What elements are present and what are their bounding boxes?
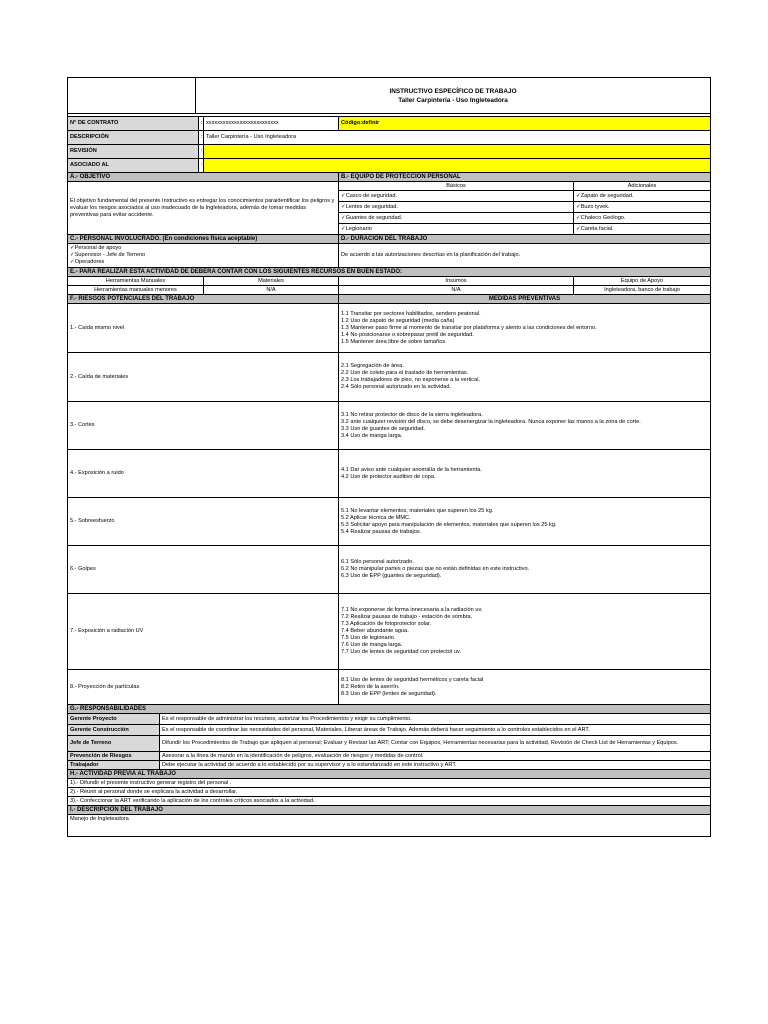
subtitle-text: Taller Carpintería - Uso Ingleteadora (398, 96, 508, 104)
measure-line: 7.2 Realizar pausas de trabajo - estación de sombra. (341, 614, 473, 620)
colon: : (199, 131, 204, 145)
title-text: INSTRUCTIVO ESPECÍFICO DE TRABAJO (389, 87, 517, 95)
risk-name: 8.- Proyección de partículas (68, 670, 339, 705)
code-field: Código:definir (339, 117, 711, 131)
measure-line: 1.3 Mantener paso firme al momento de transitar por plataforma y atento a las condiciones del entorno. (341, 324, 597, 331)
section-c-title: C.- PERSONAL INVOLUCRADO. (En condiciones física aceptable) (68, 235, 339, 244)
measure-line: 3.1 No retirar protector de disco de la sierra ingleteadora. (341, 411, 483, 418)
risk-measures (339, 304, 711, 353)
risk-name: 3.- Cortes (68, 402, 339, 450)
measure-line: 2.1 Segregación de área. (341, 363, 404, 369)
role-text: Es el responsable de coordinar las necesidades del personal, Materiales, Liberar áreas de Trabajo. Además deberá hacer seguimiento a lo controles establecidos en el ART. (160, 725, 711, 736)
measures-title: MEDIDAS PREVENTIVAS (339, 295, 711, 304)
measure-line: 3.2 ante cualquier revisión del disco, se debe desenergizar la ingleteadora. Nunca exponer las manos a la zona de corte. (341, 418, 641, 425)
risk-name: 6.- Golpes (68, 546, 339, 594)
duration-text: De acuerdo a las autorizaciones descritas en la planificación del trabajo. (339, 244, 711, 268)
measure-line: 7.4 Beber abundante agua. (341, 628, 409, 634)
section-f-title: F.- RIESGOS POTENCIALES DEL TRABAJO (68, 295, 339, 304)
risk-measures (339, 670, 711, 705)
role-label: Trabajador (68, 761, 160, 770)
previous-activity-item: 3).- Confeccionar la ART verificando la aplicación de los controles críticos asociados a la actividad. (68, 797, 711, 806)
section-g-title: G.- RESPONSABILIDADES (68, 705, 711, 714)
role-label: Prevención de Riesgos (68, 752, 160, 761)
ppe-additional-item: ✓ Careta facial. (574, 224, 711, 235)
personnel-item: ✓ Supervisor - Jefe de Terreno (70, 252, 336, 259)
measure-line: 2.2 Uso de coleto para el traslado de herramientas. (341, 370, 469, 376)
work-description: Manejo de Ingleteadora (68, 815, 711, 837)
document-title (196, 78, 711, 114)
ppe-basic-item: ✓ Casco de seguridad. (339, 191, 574, 202)
description-value: Taller Carpintería - Uso Ingleteadora (204, 131, 711, 145)
risk-name: 1.- Caída mismo nivel (68, 304, 339, 353)
measure-line: 6.3 Uso de EPP (guantes de seguridad). (341, 573, 442, 579)
risk-name: 4.- Exposición a ruido (68, 450, 339, 498)
risk-measures (339, 353, 711, 402)
section-h-title: H.- ACTIVIDAD PREVIA AL TRABAJO (68, 770, 711, 779)
measure-line: 1.1 Transitar por sectores habilitados, sendero peatonal. (341, 310, 481, 317)
measure-line: 4.1 Dar aviso ante cualquier anomalía de la herramienta. (341, 466, 482, 473)
document-sheet (67, 77, 710, 837)
contract-value: xxxxxxxxxxxxxxxxxxxxxxxxxx (204, 117, 339, 131)
previous-activity-item: 1).- Difundir el presente instructivo generar registro del personal . (68, 779, 711, 788)
risk-measures (339, 498, 711, 546)
personnel-item: ✓ Operadores (70, 259, 336, 266)
ppe-additional-item: ✓ Buzo tyvek. (574, 202, 711, 213)
ppe-basic-item: ✓ Lentes de seguridad. (339, 202, 574, 213)
ppe-additional-item: ✓ Zapato de seguridad. (574, 191, 711, 202)
measure-line: 7.5 Uso de legionario. (341, 635, 396, 641)
measure-line: 1.2 Uso de zapato de seguridad (media caña) (341, 317, 455, 324)
measure-line: 5.1 No levantar elementos, materiales que superen los 25 kg. (341, 507, 494, 514)
form-table (67, 77, 711, 837)
description-label: DESCRIPCIÓN (68, 131, 199, 145)
logo-box (68, 78, 196, 114)
measure-line: 7.3 Aplicación de fotoprotector solar. (341, 621, 432, 627)
resource-header: Herramientas Manuales (68, 277, 204, 286)
measure-line: 8.2 Retiro de la aserrín. (341, 683, 400, 690)
risk-name: 2.- Caída de materiales (68, 353, 339, 402)
role-label: Gerente Proyecto (68, 714, 160, 725)
measure-line: 2.4 Sólo personal autorizado en la actividad. (341, 384, 452, 390)
associated-value (204, 159, 711, 173)
measure-line: 7.7 Uso de lentes de seguridad con protectot uv. (341, 649, 461, 655)
measure-line: 5.2 Aplicar técnica de MMC. (341, 514, 411, 521)
measure-line: 7.6 Uso de manga larga. (341, 642, 403, 648)
risk-name: 7.- Exposición a radiación UV (68, 594, 339, 670)
personnel-list (68, 244, 339, 268)
section-a-title: A.- OBJETIVO (68, 173, 339, 182)
measure-line: 5.4 Realizar pausas de trabajos. (341, 528, 422, 535)
colon: : (199, 145, 204, 159)
section-d-title: D.- DURACION DEL TRABAJO (339, 235, 711, 244)
risk-measures (339, 546, 711, 594)
ppe-basic-header: Básicos (339, 182, 574, 191)
role-label: Gerente Construcción (68, 725, 160, 736)
ppe-additional-header: Adicionales (574, 182, 711, 191)
section-b-title: B.- EQUIPO DE PROTECCION PERSONAL (339, 173, 711, 182)
resource-value: N/A (204, 286, 339, 295)
resource-value: N/A (339, 286, 574, 295)
revision-label: REVISIÓN (68, 145, 199, 159)
associated-label: ASOCIADO AL (68, 159, 199, 173)
risk-name: 5.- Sobreesfuerzo (68, 498, 339, 546)
contract-label: N° DE CONTRATO (68, 117, 199, 131)
resource-header: Equipo de Apoyo (574, 277, 711, 286)
colon: : (199, 159, 204, 173)
measure-line: 3.3 Uso de guantes de seguridad. (341, 425, 425, 432)
measure-line: 6.2 No manipular partes o piezas que no están definidas en este instructivo. (341, 566, 530, 572)
role-text: Asesorar a la línea de mando en la identificación de peligros, evaluación de riesgos y medidas de control. (160, 752, 711, 761)
measure-line: 8.1 Uso de lentes de seguridad herméticos y careta facial (341, 676, 484, 683)
measure-line: 6.1 Sólo personal autorizado. (341, 559, 414, 565)
measure-line: 1.4 No posicionarse o sobrepasar pretil de seguridad. (341, 331, 474, 338)
role-text: Difundir los Procedimientos de Trabajo que apliquen al personal; Evaluar y Revisar las ART; Contar con Equipos, Herramientas necesarias para la actividad, Revisión de Check List de Herramientas y Equipos. (160, 736, 711, 752)
measure-line: 1.5 Mantener área libre de sobre tamaños. (341, 338, 447, 345)
measure-line: 5.3 Solicitar apoyo para manipulación de elementos, materiales que superen los 25 kg. (341, 521, 557, 528)
ppe-basic-item: ✓ Guantes de seguridad. (339, 213, 574, 224)
resource-value: Herramientas manuales menores (68, 286, 204, 295)
role-label: Jefe de Terreno (68, 736, 160, 752)
risk-measures (339, 594, 711, 670)
ppe-additional-item: ✓ Chaleco Geólogo. (574, 213, 711, 224)
objective-text: El objetivo fundamental del presente Instructivo es entregar los conocimientos paraidentificar los peligros y evaluar los riesgos asociados al uso inadecuado de la Ingleteadora, además de tomar medidas preventivas para evitar accidente. (68, 182, 339, 235)
resource-header: Materiales (204, 277, 339, 286)
section-e-title: E.- PARA REALIZAR ESTA ACTIVIDAD DE DEBERA CONTAR CON LOS SIGUIENTES RECURSOS EN BUEN ESTADO: (68, 268, 711, 277)
measure-line: 2.3 Los trabajadores de piso, no exponerse a la vertical. (341, 377, 480, 383)
personnel-item: ✓ Personal de apoyo (70, 245, 336, 252)
measure-line: 7.1 No exponerse de forma innecesaria a la radiación uv. (341, 607, 483, 613)
risk-measures (339, 450, 711, 498)
role-text: Es el responsable de administrar los recursos, autorizar los Procedimientos y exigir su cumplimiento. (160, 714, 711, 725)
role-text: Debe ejecutar la actividad de acuerdo a lo establecido por su supervisor y a lo estandarizado en este instructivo y ART. (160, 761, 711, 770)
measure-line: 8.3 Uso de EPP (lentes de seguridad). (341, 690, 437, 697)
previous-activity-item: 2).- Reunir al personal donde se explicara la actividad a desarrollar. (68, 788, 711, 797)
colon: : (199, 117, 204, 131)
resource-value: Ingleteadora, banco de trabajo (574, 286, 711, 295)
resource-header: Insumos (339, 277, 574, 286)
measure-line: 3.4 Uso de manga larga. (341, 432, 403, 439)
ppe-basic-item: ✓ Legionario (339, 224, 574, 235)
risk-measures (339, 402, 711, 450)
section-i-title: I.- DESCRIPCION DEL TRABAJO (68, 806, 711, 815)
measure-line: 4.2 Uso de protector auditivo de copa. (341, 473, 436, 480)
revision-value (204, 145, 711, 159)
